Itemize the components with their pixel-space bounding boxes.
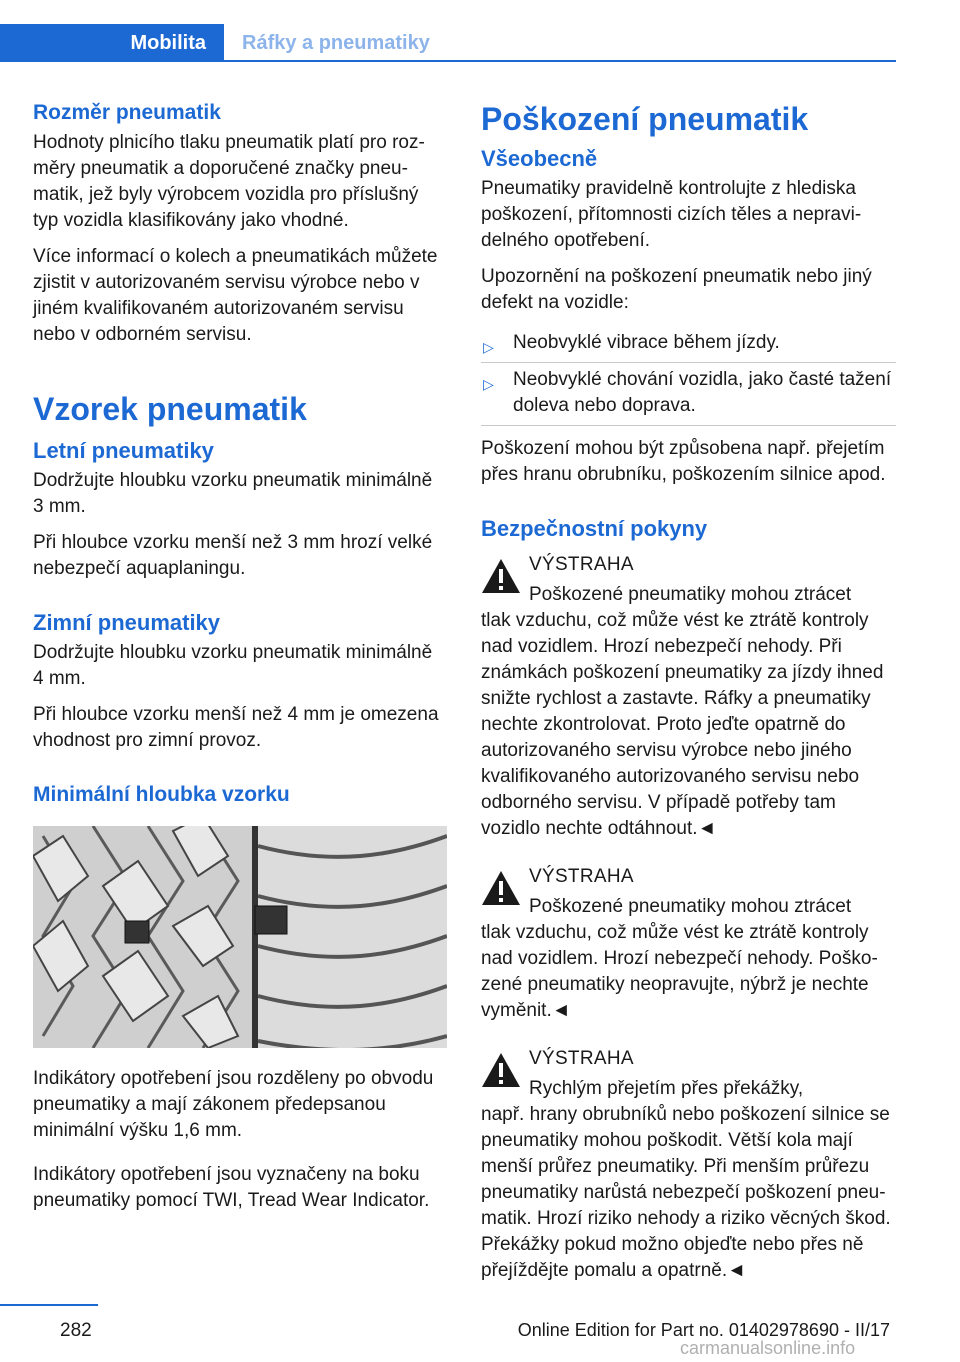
warning-title: VÝSTRAHA bbox=[529, 554, 634, 575]
warning-text-rest: tlak vzduchu, což může vést ke ztrátě kontroly nad vozidlem. Hrozí nebezpečí nehody. Při známkách poškození pneumatiky za jízdy ihned snižte rychlost a zastavte. Ráfky a pneumatiky nechte zkontrolovat. Proto jeďte opatrně do autorizovaného servisu výrobce nebo jiného kvalifikovaného autorizovaného servisu nebo odborného servisu. V případě potřeby tam vozidlo nechte odtáhnout.◄ bbox=[481, 610, 884, 839]
summer-tires-heading: Letní pneumatiky bbox=[33, 438, 214, 463]
tire-size-paragraph-2: Více informací o kolech a pneumatikách můžete zjistit v autorizovaném servisu výrobce nebo v jiném kvalifikovaném autorizovaném servisu nebo v odborném servisu. bbox=[33, 246, 438, 345]
left-column bbox=[33, 100, 447, 1224]
right-column bbox=[481, 100, 896, 1298]
footer-rule bbox=[0, 1304, 98, 1306]
warning-title: VÝSTRAHA bbox=[529, 866, 634, 887]
list-item-text: Neobvyklé chování vozidla, jako časté tažení doleva nebo doprava. bbox=[513, 369, 892, 416]
warning-block bbox=[481, 552, 896, 842]
watermark: carmanualsonline.info bbox=[680, 1338, 856, 1358]
summer-tires-paragraph-1: Dodržujte hloubku vzorku pneumatik minimálně 3 mm. bbox=[33, 470, 433, 517]
tire-size-paragraph-1: Hodnoty plnicího tlaku pneumatik platí pro rozměry pneumatik a doporučené značky pneumatik, jež byly výrobcem vozidla pro příslušný typ vozidla klasifikovány jako vhodné. bbox=[33, 132, 425, 231]
warning-text bbox=[481, 1076, 896, 1284]
summer-tires-paragraph-2: Při hloubce vzorku menší než 3 mm hrozí velké nebezpečí aquaplaningu. bbox=[33, 532, 433, 579]
warning-triangle-icon bbox=[481, 1052, 521, 1088]
page-number: 282 bbox=[60, 1320, 92, 1341]
warning-text bbox=[481, 894, 896, 1024]
subsection-tab: Ráfky a pneumatiky bbox=[242, 31, 430, 54]
list-item bbox=[481, 362, 896, 425]
triangle-right-icon: ▷ bbox=[483, 376, 494, 392]
general-paragraph-2: Upozornění na poškození pneumatik nebo jiný defekt na vozidle: bbox=[481, 266, 872, 313]
warning-triangle-icon bbox=[481, 558, 521, 594]
list-item-text: Neobvyklé vibrace během jízdy. bbox=[513, 332, 780, 353]
general-paragraph-3: Poškození mohou být způsobena např. přejetím přes hranu obrubníku, poškozením silnice apod. bbox=[481, 438, 886, 485]
symptom-list bbox=[481, 326, 896, 426]
warning-text bbox=[481, 582, 896, 842]
min-depth-paragraph-1: Indikátory opotřebení jsou rozděleny po obvodu pneumatiky a mají zákonem předepsanou minimální výšku 1,6 mm. bbox=[33, 1068, 434, 1141]
warning-text-rest: např. hrany obrubníků nebo poškození silnice se pneumatiky mohou poškodit. Větší kola mají menší průřez pneumatiky. Při menším průřezu pneumatiky narůstá nebezpečí poškození pneumatik. Hrozí riziko nehody a riziko věcných škod. Překážky pokud možno objeďte nebo přes ně přejíždějte pomalu a opatrně.◄ bbox=[481, 1104, 891, 1281]
warning-block bbox=[481, 864, 896, 1024]
min-depth-heading: Minimální hloubka vzorku bbox=[33, 783, 290, 806]
min-depth-paragraph-2: Indikátory opotřebení jsou vyznačeny na boku pneumatiky pomocí TWI, Tread Wear Indicator. bbox=[33, 1164, 430, 1211]
warning-text-first: Poškozené pneumatiky mohou ztrácet bbox=[529, 584, 852, 605]
header-rule bbox=[224, 60, 896, 62]
warning-text-first: Poškozené pneumatiky mohou ztrácet bbox=[529, 896, 852, 917]
list-item bbox=[481, 326, 896, 362]
general-paragraph-1: Pneumatiky pravidelně kontrolujte z hlediska poškození, přítomnosti cizích těles a nepravidelného opotřebení. bbox=[481, 178, 862, 251]
tread-heading: Vzorek pneumatik bbox=[33, 391, 307, 427]
section-tab: Mobilita bbox=[0, 24, 224, 62]
warning-text-rest: tlak vzduchu, což může vést ke ztrátě kontroly nad vozidlem. Hrozí nebezpečí nehody. Poškozené pneumatiky neopravujte, nýbrž je nechte vyměnit.◄ bbox=[481, 922, 878, 1021]
warning-triangle-icon bbox=[481, 870, 521, 906]
tread-wear-indicator-figure bbox=[33, 826, 447, 1048]
tire-size-heading: Rozměr pneumatik bbox=[33, 101, 221, 124]
triangle-right-icon: ▷ bbox=[483, 339, 494, 355]
winter-tires-paragraph-2: Při hloubce vzorku menší než 4 mm je omezena vhodnost pro zimní provoz. bbox=[33, 704, 439, 751]
warning-text-first: Rychlým přejetím přes překážky, bbox=[529, 1078, 804, 1099]
warning-block bbox=[481, 1046, 896, 1284]
warning-title: VÝSTRAHA bbox=[529, 1048, 634, 1069]
winter-tires-paragraph-1: Dodržujte hloubku vzorku pneumatik minimálně 4 mm. bbox=[33, 642, 433, 689]
safety-heading: Bezpečnostní pokyny bbox=[481, 516, 708, 541]
page-header bbox=[0, 0, 960, 62]
winter-tires-heading: Zimní pneumatiky bbox=[33, 610, 221, 635]
general-heading: Všeobecně bbox=[481, 146, 598, 171]
edition-line: Online Edition for Part no. 01402978690 - II/17 bbox=[517, 1320, 890, 1340]
damage-heading: Poškození pneumatik bbox=[481, 101, 809, 137]
